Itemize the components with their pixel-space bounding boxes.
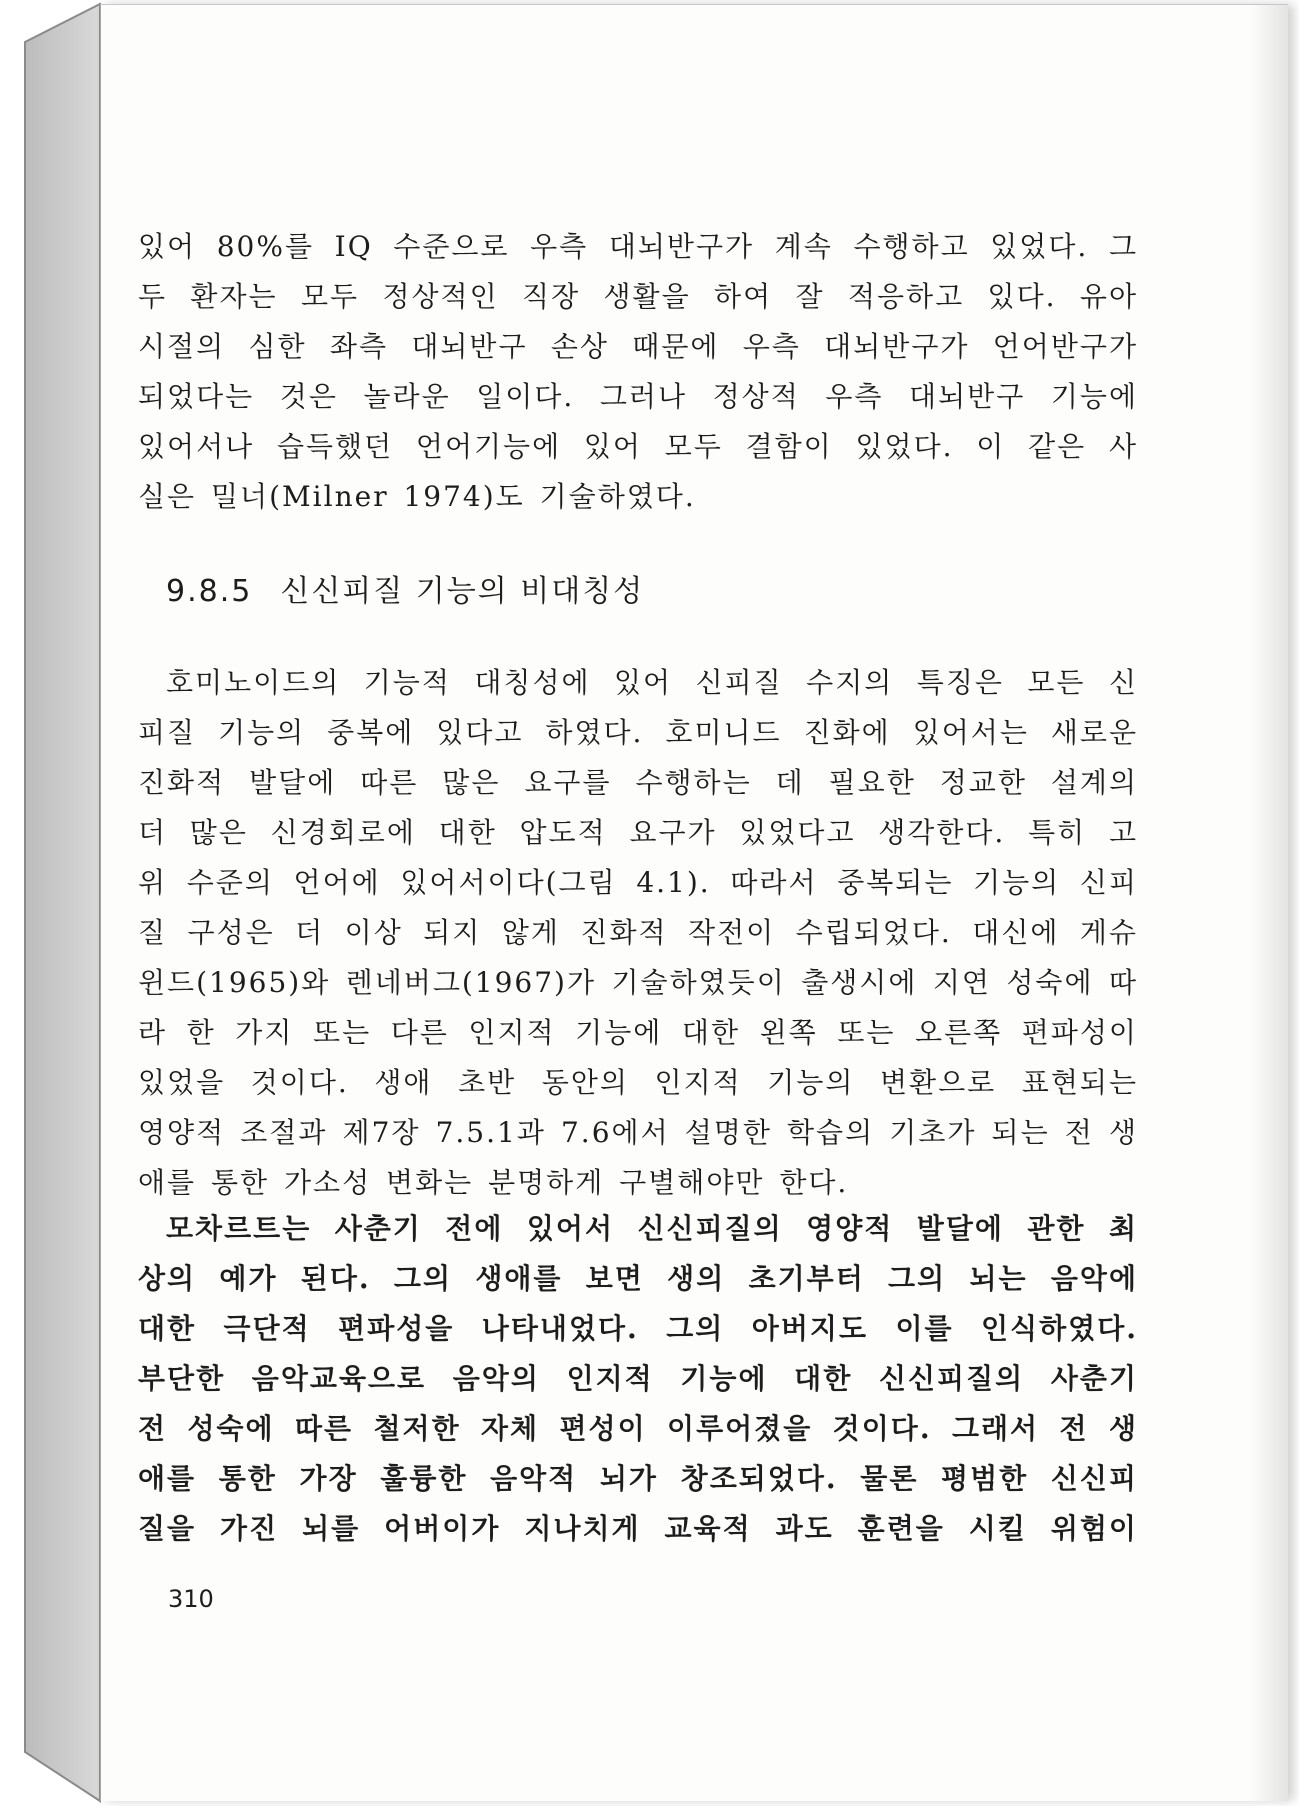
text-line: 있었을 것이다. 생애 초반 동안의 인지적 기능의 변환으로 표현되는: [138, 1066, 1138, 1099]
text-line: 전 성숙에 따른 철저한 자체 편성이 이루어졌을 것이다. 그래서 전 생: [138, 1412, 1138, 1445]
page-number: 310: [168, 1585, 214, 1613]
text-line: 진화적 발달에 따른 많은 요구를 수행하는 데 필요한 정교한 설계의: [138, 766, 1138, 799]
section-number: 9.8.5: [166, 574, 253, 609]
text-line: 상의 예가 된다. 그의 생애를 보면 생의 초기부터 그의 뇌는 음악에: [138, 1262, 1138, 1295]
text-line: 있어 80%를 IQ 수준으로 우측 대뇌반구가 계속 수행하고 있었다. 그: [138, 230, 1138, 263]
text-line: 대한 극단적 편파성을 나타내었다. 그의 아버지도 이를 인식하였다.: [138, 1312, 1138, 1345]
text-line: 애를 통한 가소성 변화는 분명하게 구별해야만 한다.: [138, 1166, 849, 1199]
text-line: 모차르트는 사춘기 전에 있어서 신신피질의 영양적 발달에 관한 최: [166, 1212, 1138, 1245]
text-line: 더 많은 신경회로에 대한 압도적 요구가 있었다고 생각한다. 특히 고: [138, 816, 1138, 849]
text-line: 되었다는 것은 놀라운 일이다. 그러나 정상적 우측 대뇌반구 기능에: [138, 380, 1138, 413]
text-line: 시절의 심한 좌측 대뇌반구 손상 때문에 우측 대뇌반구가 언어반구가: [138, 330, 1138, 363]
text-line: 애를 통한 가장 훌륭한 음악적 뇌가 창조되었다. 물론 평범한 신신피: [138, 1462, 1138, 1495]
text-line: 실은 밀너(Milner 1974)도 기술하였다.: [138, 480, 696, 513]
paragraph-2: [138, 658, 1138, 1208]
text-line: 호미노이드의 기능적 대칭성에 있어 신피질 수지의 특징은 모든 신: [166, 666, 1138, 699]
paragraph-3: [138, 1204, 1138, 1554]
text-line: 위 수준의 언어에 있어서이다(그림 4.1). 따라서 중복되는 기능의 신피: [138, 866, 1138, 899]
text-line: 두 환자는 모두 정상적인 직장 생활을 하여 잘 적응하고 있다. 유아: [138, 280, 1138, 313]
text-line: 영양적 조절과 제7장 7.5.1과 7.6에서 설명한 학습의 기초가 되는 전 생: [138, 1116, 1138, 1149]
text-line: 윈드(1965)와 렌네버그(1967)가 기술하였듯이 출생시에 지연 성숙에 따: [138, 966, 1138, 999]
text-line: 부단한 음악교육으로 음악의 인지적 기능에 대한 신신피질의 사춘기: [138, 1362, 1138, 1395]
text-line: 있어서나 습득했던 언어기능에 있어 모두 결함이 있었다. 이 같은 사: [138, 430, 1138, 463]
text-line: 피질 기능의 중복에 있다고 하였다. 호미니드 진화에 있어서는 새로운: [138, 716, 1138, 749]
page-gutter-shade: [1250, 5, 1288, 1801]
section-heading: [166, 566, 644, 610]
text-line: 질 구성은 더 이상 되지 않게 진화적 작전이 수립되었다. 대신에 게슈: [138, 916, 1138, 949]
text-line: 질을 가진 뇌를 어버이가 지나치게 교육적 과도 훈련을 시킬 위험이: [138, 1512, 1138, 1545]
text-line: 라 한 가지 또는 다른 인지적 기능에 대한 왼쪽 또는 오른쪽 편파성이: [138, 1016, 1138, 1049]
section-title: 신신피질 기능의 비대칭성: [280, 574, 645, 609]
paragraph-1: [138, 222, 1138, 522]
